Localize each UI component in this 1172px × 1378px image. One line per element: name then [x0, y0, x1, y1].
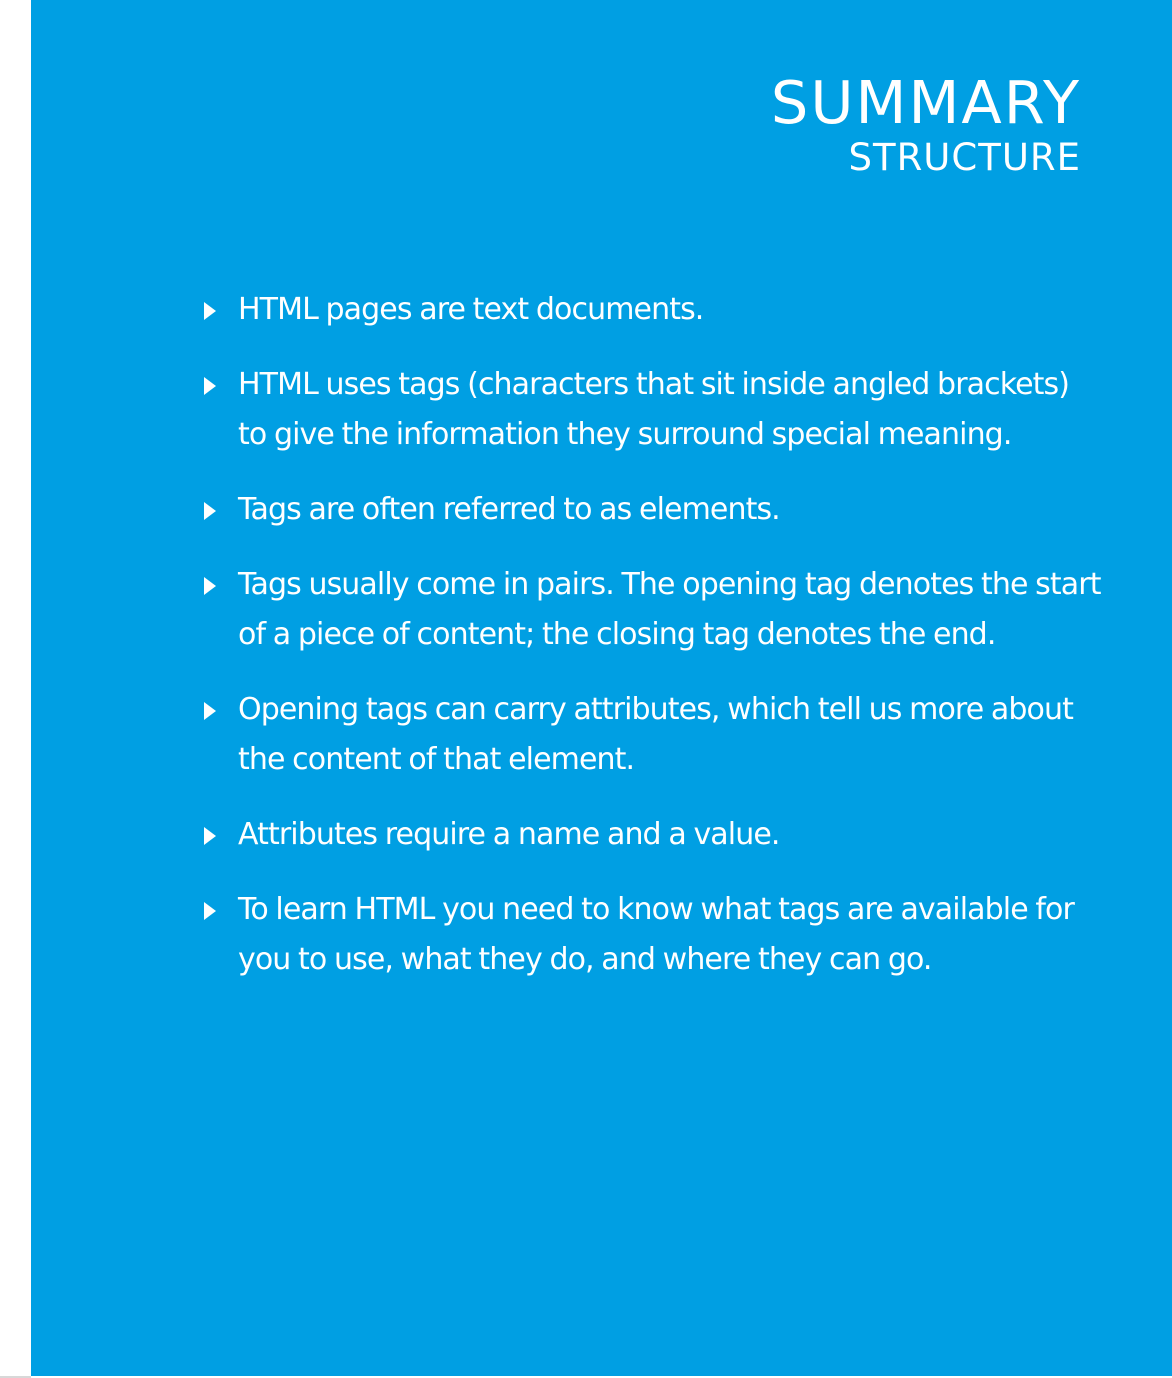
list-item [201, 360, 1101, 460]
list-item [201, 885, 1101, 985]
page-title: SUMMARY [770, 68, 1081, 137]
summary-list [201, 285, 1101, 1010]
triangle-bullet-icon [204, 827, 216, 845]
summary-page [31, 0, 1172, 1376]
triangle-bullet-icon [204, 377, 216, 395]
list-item-text: Opening tags can carry attributes, which tell us more about the content of that element. [238, 692, 1073, 777]
list-item-text: HTML pages are text documents. [238, 292, 704, 327]
list-item-text: Tags are often referred to as elements. [238, 492, 780, 527]
triangle-bullet-icon [204, 502, 216, 520]
list-item [201, 285, 1101, 335]
page-header [771, 70, 1081, 180]
list-item [201, 810, 1101, 860]
page-subtitle: STRUCTURE [848, 136, 1081, 179]
triangle-bullet-icon [204, 577, 216, 595]
list-item-text: Tags usually come in pairs. The opening tag denotes the start of a piece of content; the closing tag denotes the end. [238, 567, 1101, 652]
triangle-bullet-icon [204, 902, 216, 920]
triangle-bullet-icon [204, 302, 216, 320]
list-item-text: HTML uses tags (characters that sit inside angled brackets) to give the information they surround special meaning. [238, 367, 1070, 452]
triangle-bullet-icon [204, 702, 216, 720]
list-item [201, 560, 1101, 660]
list-item [201, 685, 1101, 785]
list-item-text: To learn HTML you need to know what tags are available for you to use, what they do, and where they can go. [238, 892, 1074, 977]
list-item-text: Attributes require a name and a value. [238, 817, 780, 852]
list-item [201, 485, 1101, 535]
